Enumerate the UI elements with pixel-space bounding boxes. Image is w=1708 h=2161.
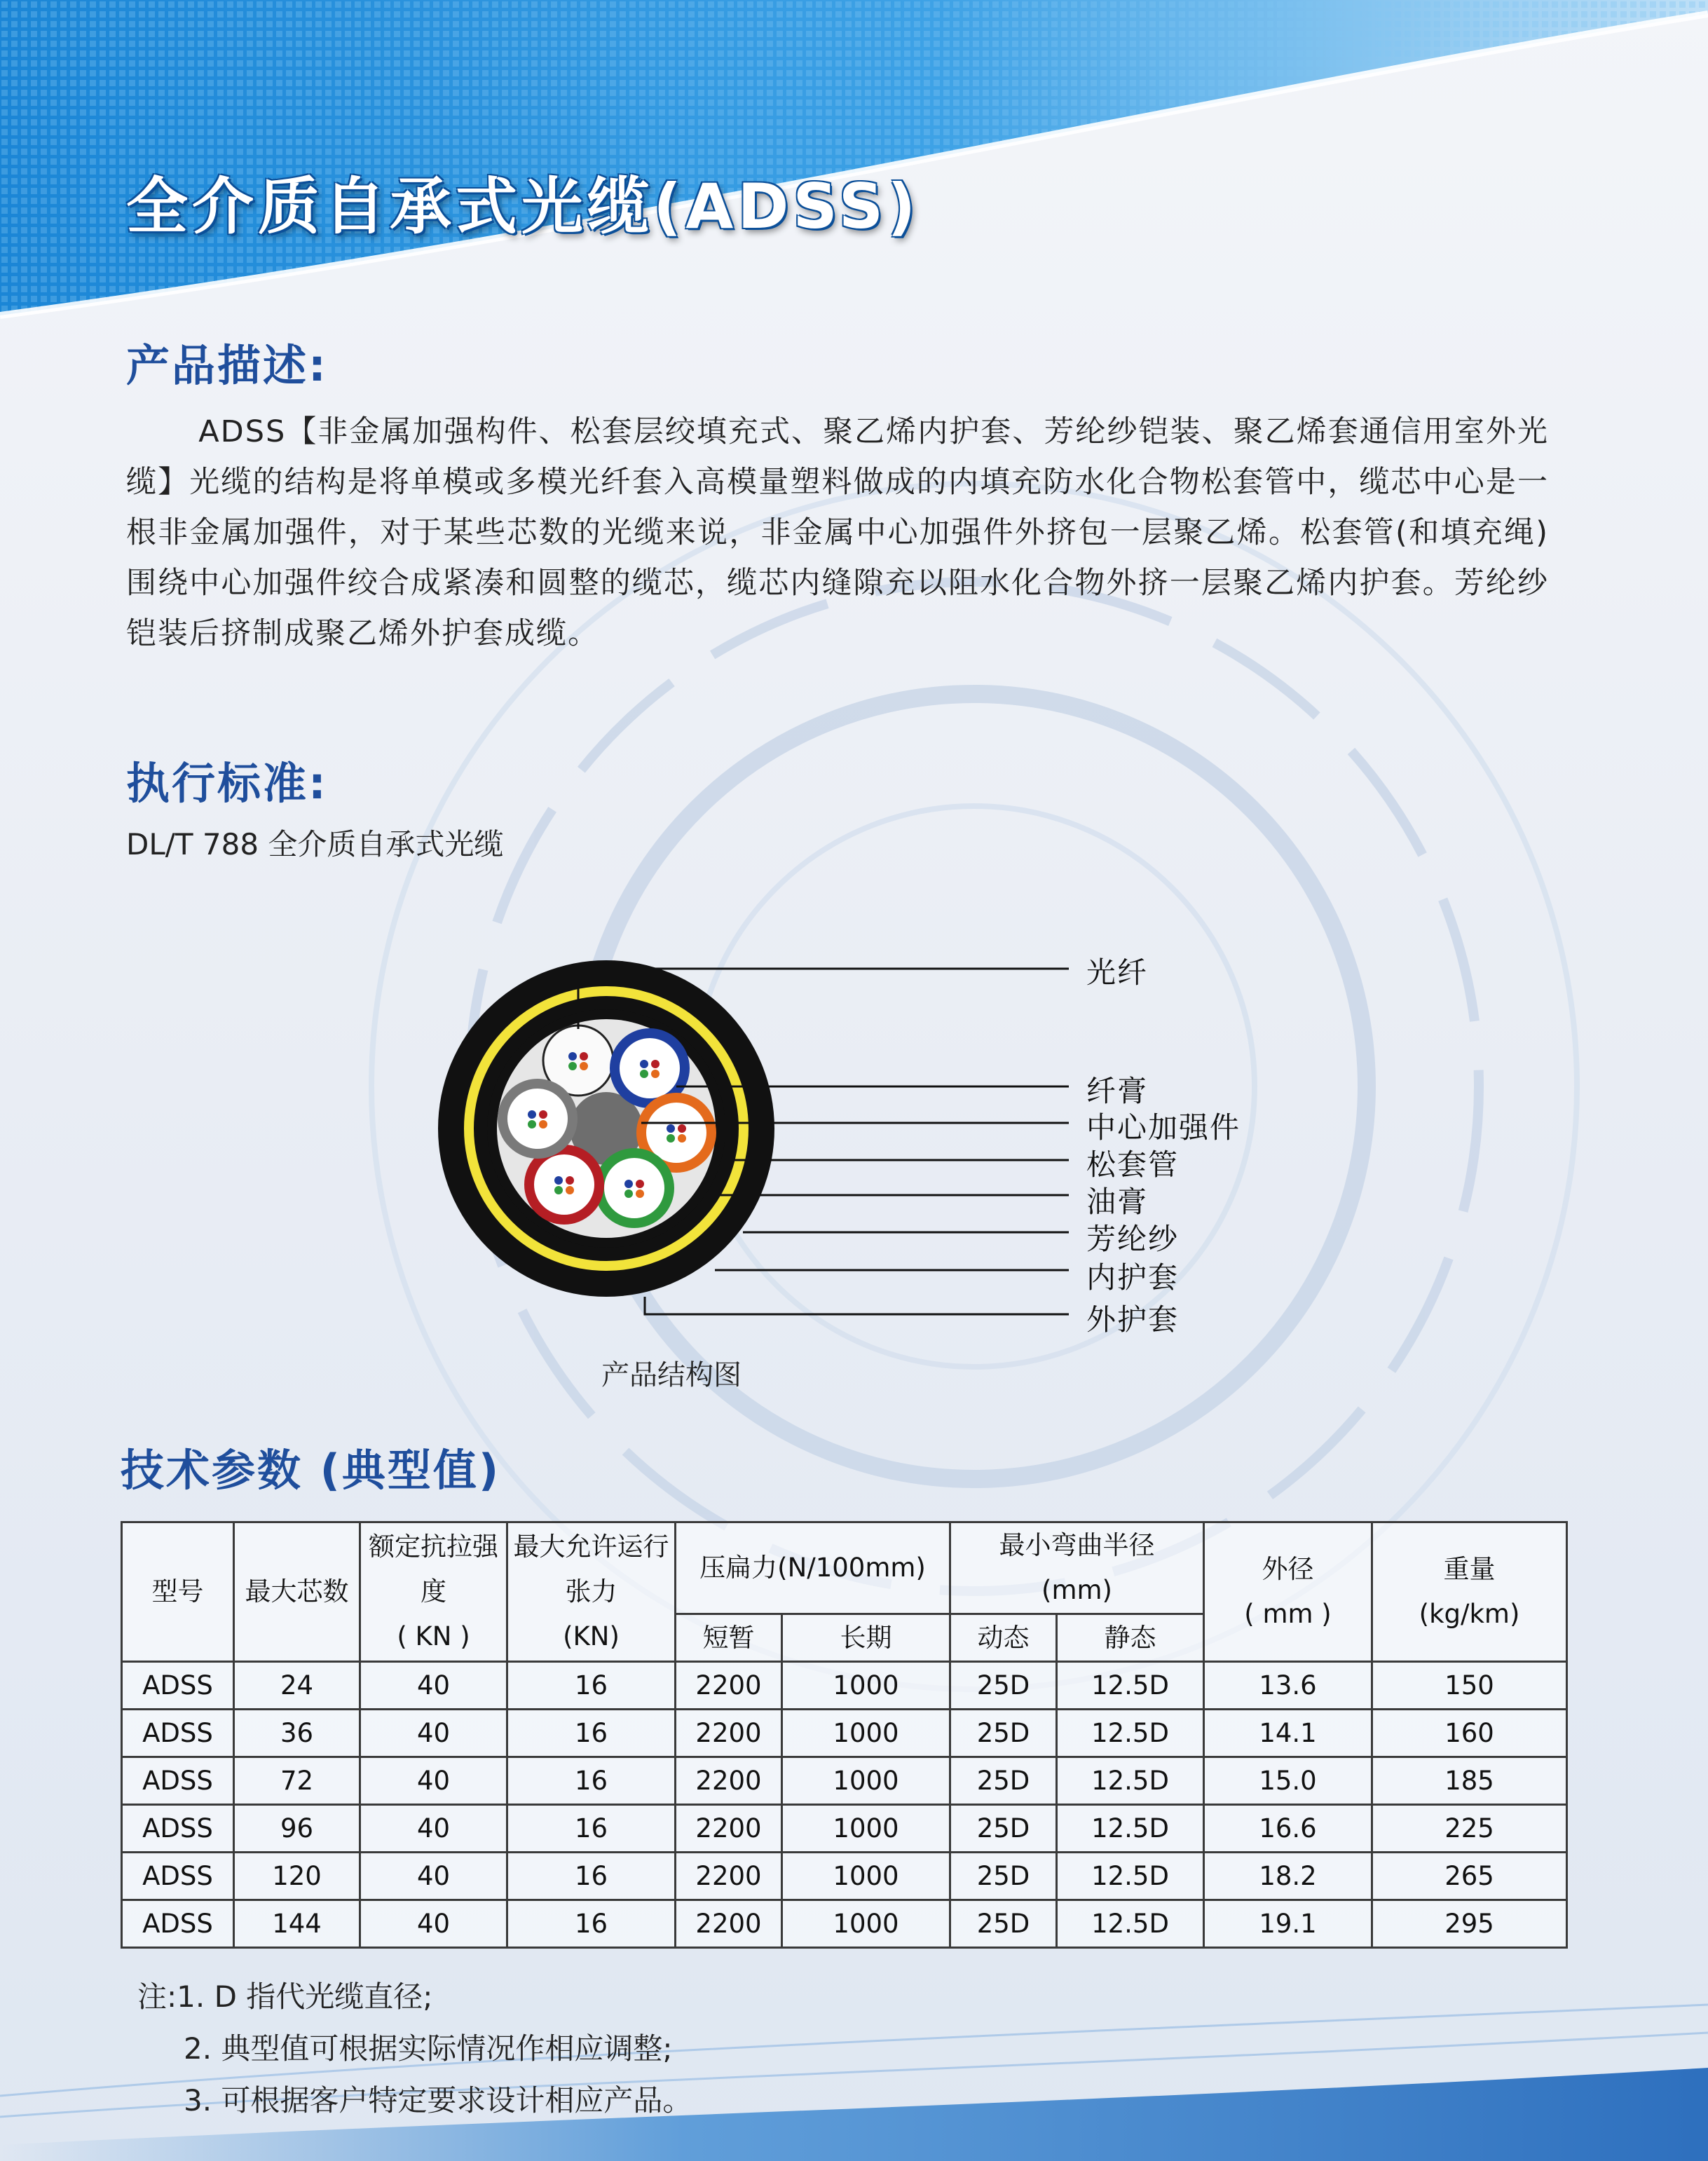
table-row	[122, 1662, 1567, 1710]
cell-weight: 225	[1372, 1805, 1567, 1853]
header-rated-tensile: 额定抗拉强度 ( KN )	[360, 1522, 507, 1662]
header-bend-static: 静态	[1057, 1614, 1204, 1662]
label-optical-fiber: 光纤	[1086, 955, 1149, 990]
note-2: 2. 典型值可根据实际情况作相应调整;	[184, 2031, 673, 2066]
cell-crush-short: 2200	[676, 1662, 782, 1710]
cell-crush-long: 1000	[782, 1805, 950, 1853]
cell-diameter: 19.1	[1204, 1900, 1372, 1948]
cell-max-cores: 144	[234, 1900, 360, 1948]
header-diameter: 外径 ( mm )	[1204, 1522, 1372, 1662]
cell-bend-dynamic: 25D	[950, 1710, 1057, 1757]
cell-crush-short: 2200	[676, 1710, 782, 1757]
cell-diameter: 14.1	[1204, 1710, 1372, 1757]
header-crush-long: 长期	[782, 1614, 950, 1662]
cell-max-cores: 120	[234, 1853, 360, 1900]
params-heading: 技术参数 (典型值)	[121, 1445, 501, 1496]
cell-max-tension: 16	[507, 1710, 676, 1757]
cell-weight: 150	[1372, 1662, 1567, 1710]
cell-crush-long: 1000	[782, 1662, 950, 1710]
label-filling-compound: 油膏	[1086, 1185, 1149, 1219]
cell-weight: 160	[1372, 1710, 1567, 1757]
standard-heading: 执行标准:	[126, 758, 328, 809]
label-fiber-gel: 纤膏	[1086, 1074, 1149, 1108]
description-text: ADSS【非金属加强构件、松套层绞填充式、聚乙烯内护套、芳纶纱铠装、聚乙烯套通信用室外光缆】光缆的结构是将单模或多模光纤套入高模量塑料做成的内填充防水化合物松套管中，缆芯中心是一根非金属加强件，对于某些芯数的光缆来说，非金属中心加强件外挤包一层聚乙烯。松套管(和填充绳)围绕中心加强件绞合成紧凑和圆整的缆芯，缆芯内缝隙充以阻水化合物外挤一层聚乙烯内护套。芳纶纱铠装后挤制成聚乙烯外护套成缆。	[126, 414, 1549, 651]
cell-max-cores: 96	[234, 1805, 360, 1853]
cell-model: ADSS	[122, 1853, 234, 1900]
label-inner-jacket: 内护套	[1086, 1260, 1180, 1295]
label-loose-tube: 松套管	[1086, 1147, 1180, 1182]
page-title: 全介质自承式光缆(ADSS)	[126, 170, 920, 243]
table-row	[122, 1853, 1567, 1900]
diagram-caption: 产品结构图	[601, 1359, 742, 1391]
loose-tube-grey	[503, 1084, 573, 1154]
cell-crush-long: 1000	[782, 1900, 950, 1948]
cell-bend-static: 12.5D	[1057, 1900, 1204, 1948]
cell-model: ADSS	[122, 1900, 234, 1948]
cell-model: ADSS	[122, 1805, 234, 1853]
cell-max-tension: 16	[507, 1662, 676, 1710]
cell-max-tension: 16	[507, 1900, 676, 1948]
header-crush: 压扁力(N/100mm)	[676, 1522, 950, 1614]
cell-bend-static: 12.5D	[1057, 1757, 1204, 1805]
cell-max-tension: 16	[507, 1805, 676, 1853]
parameters-table	[121, 1521, 1568, 1949]
cell-crush-long: 1000	[782, 1853, 950, 1900]
cell-model: ADSS	[122, 1757, 234, 1805]
cell-max-tension: 16	[507, 1853, 676, 1900]
cell-model: ADSS	[122, 1710, 234, 1757]
table-row	[122, 1805, 1567, 1853]
table-row	[122, 1710, 1567, 1757]
cell-crush-long: 1000	[782, 1757, 950, 1805]
cell-weight: 185	[1372, 1757, 1567, 1805]
cell-max-cores: 36	[234, 1710, 360, 1757]
cell-diameter: 13.6	[1204, 1662, 1372, 1710]
cell-weight: 295	[1372, 1900, 1567, 1948]
cell-max-cores: 72	[234, 1757, 360, 1805]
cell-crush-short: 2200	[676, 1853, 782, 1900]
cell-weight: 265	[1372, 1853, 1567, 1900]
loose-tube-blue	[615, 1033, 685, 1103]
cell-max-tension: 16	[507, 1757, 676, 1805]
header-bend-dynamic: 动态	[950, 1614, 1057, 1662]
cell-bend-dynamic: 25D	[950, 1757, 1057, 1805]
note-1: 注:1. D 指代光缆直径;	[137, 1979, 433, 2014]
cell-bend-dynamic: 25D	[950, 1853, 1057, 1900]
table-row	[122, 1900, 1567, 1948]
header-weight: 重量 (kg/km)	[1372, 1522, 1567, 1662]
cell-rated-tensile: 40	[360, 1757, 507, 1805]
cell-rated-tensile: 40	[360, 1710, 507, 1757]
label-outer-jacket: 外护套	[1086, 1302, 1180, 1337]
header-model: 型号	[122, 1522, 234, 1662]
cell-model: ADSS	[122, 1662, 234, 1710]
cell-crush-long: 1000	[782, 1710, 950, 1757]
table-notes	[137, 1971, 692, 2127]
cell-bend-dynamic: 25D	[950, 1805, 1057, 1853]
note-3: 3. 可根据客户特定要求设计相应产品。	[184, 2083, 692, 2118]
cell-diameter: 15.0	[1204, 1757, 1372, 1805]
header-crush-short: 短暂	[676, 1614, 782, 1662]
header-max-tension: 最大允许运行张力 (KN)	[507, 1522, 676, 1662]
cell-crush-short: 2200	[676, 1900, 782, 1948]
cell-rated-tensile: 40	[360, 1805, 507, 1853]
header-bend-radius: 最小弯曲半径 (mm)	[950, 1522, 1204, 1614]
cell-bend-static: 12.5D	[1057, 1853, 1204, 1900]
cell-rated-tensile: 40	[360, 1662, 507, 1710]
standard-text: DL/T 788 全介质自承式光缆	[126, 827, 504, 861]
description-heading: 产品描述:	[126, 340, 328, 391]
cell-bend-dynamic: 25D	[950, 1662, 1057, 1710]
cell-diameter: 16.6	[1204, 1805, 1372, 1853]
table-row	[122, 1757, 1567, 1805]
cell-bend-static: 12.5D	[1057, 1662, 1204, 1710]
cable-cross-section-diagram	[0, 911, 1708, 1402]
cell-diameter: 18.2	[1204, 1853, 1372, 1900]
cell-rated-tensile: 40	[360, 1900, 507, 1948]
loose-tube-red	[529, 1150, 599, 1220]
cell-bend-static: 12.5D	[1057, 1710, 1204, 1757]
cell-bend-static: 12.5D	[1057, 1805, 1204, 1853]
label-central-strength-member: 中心加强件	[1086, 1110, 1241, 1145]
cell-rated-tensile: 40	[360, 1853, 507, 1900]
label-aramid-yarn: 芳纶纱	[1086, 1222, 1180, 1256]
cell-max-cores: 24	[234, 1662, 360, 1710]
loose-tube-green	[599, 1153, 669, 1223]
cell-bend-dynamic: 25D	[950, 1900, 1057, 1948]
header-max-cores: 最大芯数	[234, 1522, 360, 1662]
cell-crush-short: 2200	[676, 1805, 782, 1853]
cell-crush-short: 2200	[676, 1757, 782, 1805]
